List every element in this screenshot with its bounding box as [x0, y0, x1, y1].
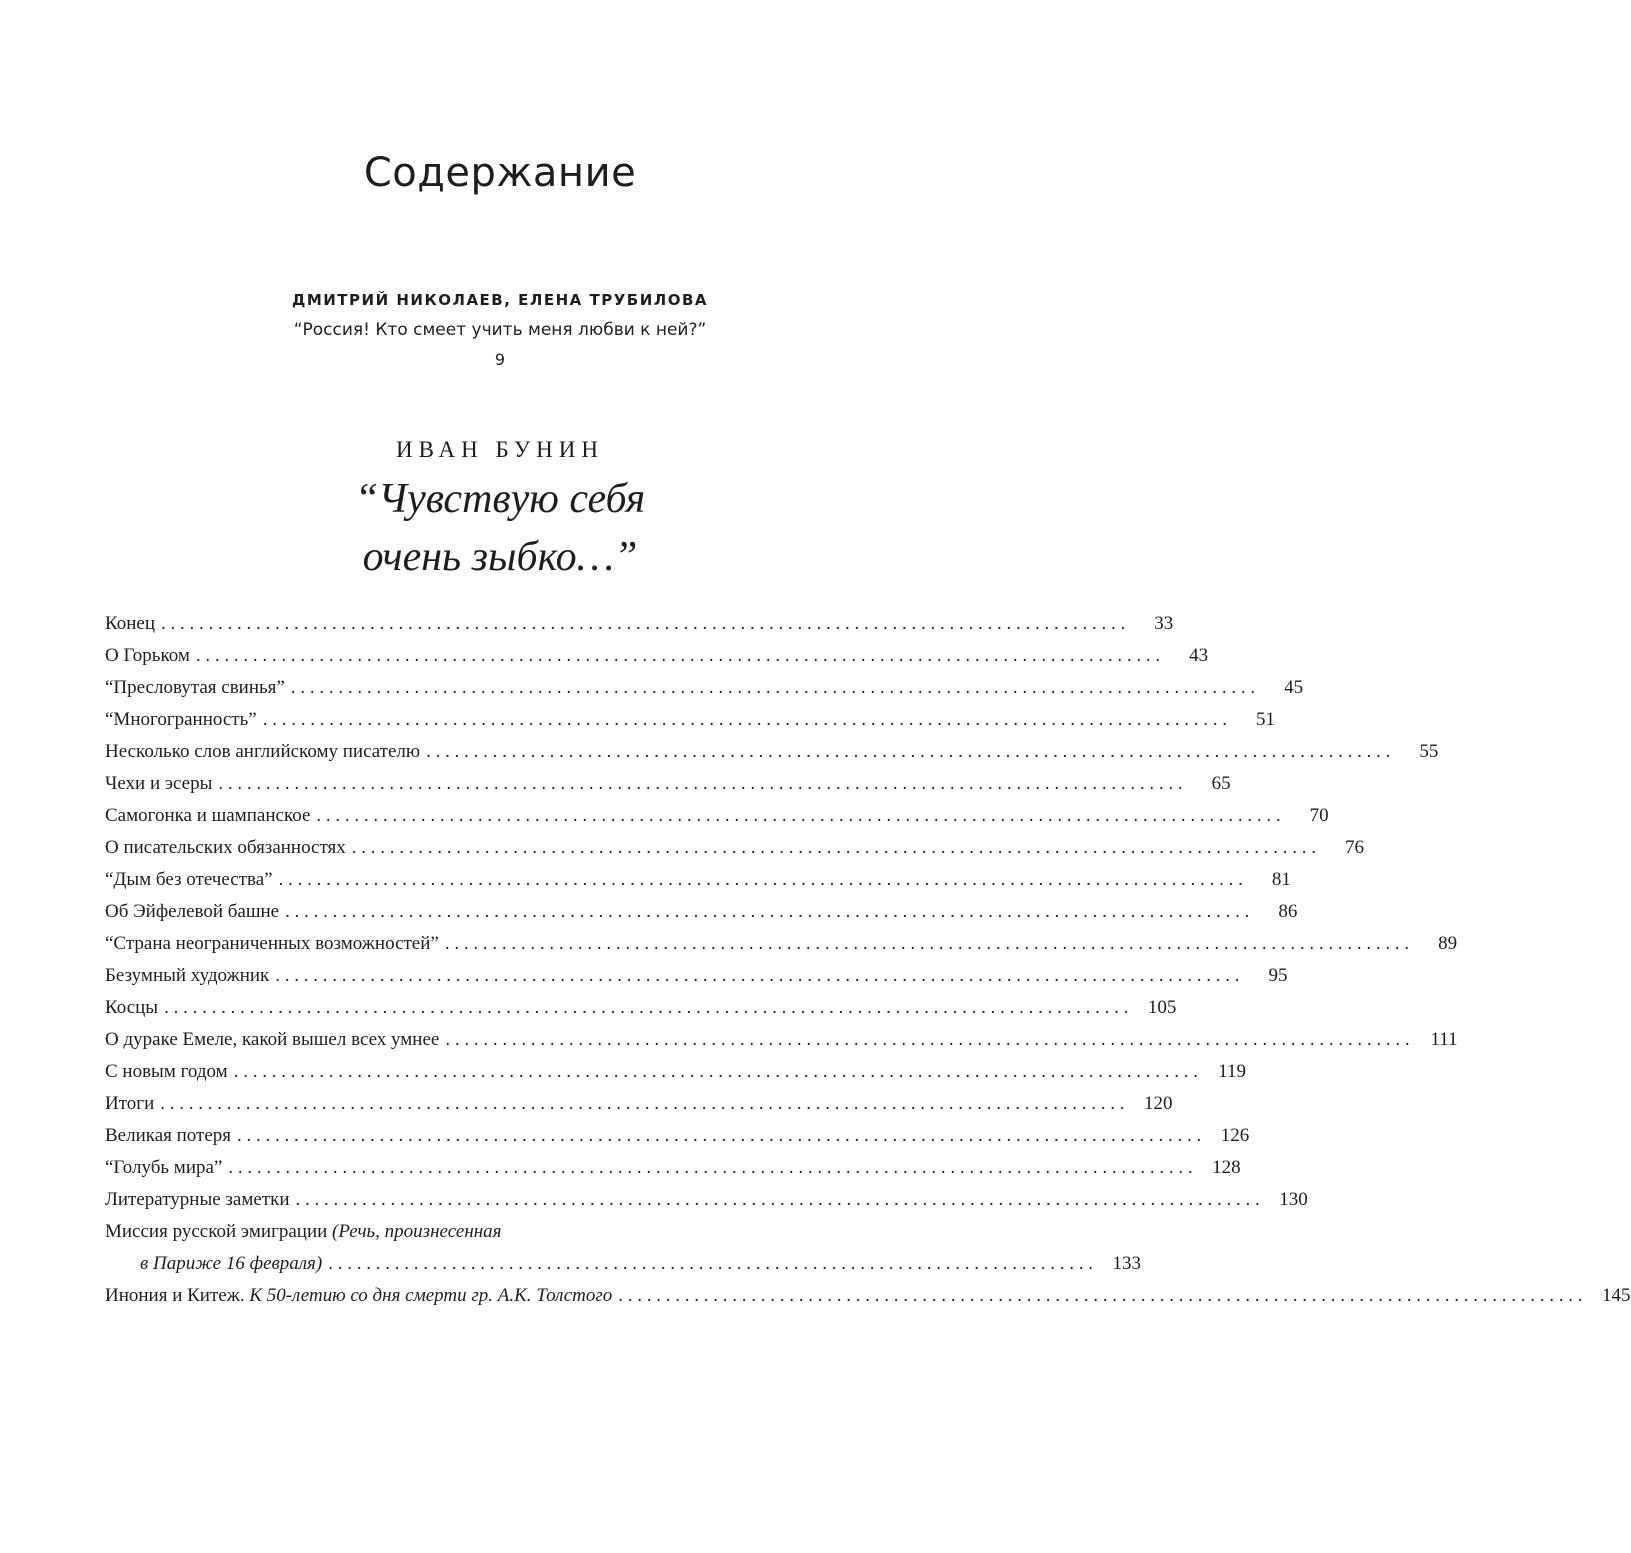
- toc-entry-mission-subtitle-2: в Париже 16 февраля): [140, 1253, 323, 1274]
- intro-page-number: 9: [494, 350, 506, 369]
- toc-entry-page: 128: [1212, 1157, 1241, 1178]
- toc-entry-mission-line2: [105, 1248, 1141, 1280]
- toc-leader-dots: [164, 992, 1128, 1024]
- toc-leader-dots: [228, 1152, 1192, 1184]
- toc-entry[interactable]: [105, 640, 1209, 672]
- toc-entry-page: 130: [1279, 1189, 1308, 1210]
- toc-entry-mission-text: [105, 1216, 1141, 1280]
- toc-leader-dots: [328, 1248, 1093, 1280]
- toc-entry[interactable]: [105, 928, 1458, 960]
- toc-entry[interactable]: [105, 672, 1304, 704]
- toc-entry[interactable]: [105, 800, 1329, 832]
- toc-entry-title: Самогонка и шампанское: [105, 805, 311, 826]
- toc-entry-mission-subtitle-1: (Речь, произнесенная: [332, 1221, 502, 1242]
- toc-leader-dots: [296, 1184, 1260, 1216]
- toc-entry-inonia[interactable]: [105, 1280, 1631, 1312]
- section-title: [0, 470, 1000, 586]
- toc-leader-dots: [161, 608, 1125, 640]
- toc-entry[interactable]: [105, 768, 1231, 800]
- toc-leader-dots: [160, 1088, 1124, 1120]
- table-of-contents: [105, 608, 1631, 1312]
- toc-entry[interactable]: [105, 1120, 1250, 1152]
- toc-entry-title: “Многогранность”: [105, 709, 257, 730]
- toc-leader-dots: [445, 928, 1409, 960]
- toc-entry-page: 86: [1278, 901, 1298, 922]
- intro-authors: ДМИТРИЙ НИКОЛАЕВ, ЕЛЕНА ТРУБИЛОВА: [291, 291, 709, 309]
- toc-entry-title: Литературные заметки: [105, 1189, 290, 1210]
- toc-leader-dots: [218, 768, 1182, 800]
- toc-entry-inonia-subtitle: К 50-летию со дня смерти гр. А.К. Толстого: [249, 1285, 613, 1306]
- toc-entry-page: 120: [1144, 1093, 1173, 1114]
- toc-entry-page: 119: [1218, 1061, 1246, 1082]
- toc-entry-mission-line1: [105, 1216, 1141, 1248]
- toc-entry-title: Конец: [105, 613, 155, 634]
- toc-entry-title: “Страна неограниченных возможностей”: [105, 933, 439, 954]
- toc-entry[interactable]: [105, 736, 1439, 768]
- toc-entry-title: Несколько слов английскому писателю: [105, 741, 421, 762]
- toc-leader-dots: [196, 640, 1160, 672]
- toc-entry-title: “Дым без отечества”: [105, 869, 273, 890]
- toc-entry-page: 81: [1271, 869, 1291, 890]
- toc-entry-page: 65: [1211, 773, 1231, 794]
- toc-entry-title: Чехи и эсеры: [105, 773, 213, 794]
- toc-entry-title: “Пресловутая свинья”: [105, 677, 285, 698]
- toc-entry[interactable]: [105, 1056, 1246, 1088]
- section-author: ИВАН БУНИН: [396, 437, 604, 462]
- toc-entry-page: 70: [1309, 805, 1329, 826]
- toc-entry[interactable]: [105, 1184, 1308, 1216]
- toc-entry-title: С новым годом: [105, 1061, 228, 1082]
- toc-entry-mission[interactable]: [105, 1216, 1141, 1280]
- toc-entry-mission-page: 133: [1112, 1253, 1141, 1274]
- toc-entry-page: 76: [1345, 837, 1365, 858]
- toc-entry-title: Безумный художник: [105, 965, 270, 986]
- toc-entry-page: 33: [1154, 613, 1174, 634]
- toc-entry-title: “Голубь мира”: [105, 1157, 223, 1178]
- toc-entry-title: Великая потеря: [105, 1125, 232, 1146]
- toc-leader-dots: [263, 704, 1227, 736]
- toc-entry-page: 105: [1147, 997, 1177, 1018]
- toc-entry-title: Косцы: [105, 997, 159, 1018]
- toc-entry-title: Итоги: [105, 1093, 155, 1114]
- toc-entry-page: 51: [1255, 709, 1275, 730]
- toc-entry-inonia-text: [105, 1280, 612, 1312]
- toc-leader-dots: [237, 1120, 1201, 1152]
- toc-entry[interactable]: [105, 992, 1177, 1024]
- toc-entry-page: 126: [1220, 1125, 1250, 1146]
- toc-entry[interactable]: [105, 896, 1298, 928]
- toc-entry-page: 89: [1438, 933, 1458, 954]
- toc-entry-inonia-title: Инония и Китеж.: [105, 1285, 245, 1306]
- toc-entry-page: 55: [1419, 741, 1439, 762]
- toc-leader-dots: [291, 672, 1255, 704]
- toc-entry[interactable]: [105, 608, 1174, 640]
- toc-entry-page: 95: [1268, 965, 1288, 986]
- toc-entry-mission-title: Миссия русской эмиграции: [105, 1221, 328, 1242]
- toc-entry[interactable]: [105, 960, 1288, 992]
- toc-entry-title: О писательских обязанностях: [105, 837, 346, 858]
- toc-entry-title: О дураке Емеле, какой вышел всех умнее: [105, 1029, 440, 1050]
- toc-entry-inonia-page: 145: [1602, 1285, 1631, 1306]
- toc-entry[interactable]: [105, 704, 1275, 736]
- toc-leader-dots: [285, 896, 1249, 928]
- toc-leader-dots: [618, 1280, 1582, 1312]
- toc-entry-title: О Горьком: [105, 645, 190, 666]
- toc-leader-dots: [275, 960, 1239, 992]
- toc-entry[interactable]: [105, 1088, 1173, 1120]
- toc-leader-dots: [279, 864, 1243, 896]
- intro-entry: [0, 289, 1000, 372]
- toc-entry[interactable]: [105, 832, 1365, 864]
- toc-entry[interactable]: [105, 1024, 1458, 1056]
- toc-entry[interactable]: [105, 864, 1291, 896]
- toc-leader-dots: [426, 736, 1390, 768]
- section-title-line1: “Чувствую себя: [354, 476, 646, 522]
- section-title-line2: очень зыбко…”: [362, 534, 638, 580]
- toc-entry-title: Об Эйфелевой башне: [105, 901, 280, 922]
- toc-entry[interactable]: [105, 1152, 1241, 1184]
- toc-leader-dots: [445, 1024, 1409, 1056]
- toc-entry-page: 111: [1430, 1029, 1458, 1050]
- toc-entry-inonia-line: [105, 1280, 612, 1312]
- toc-entry-page: 45: [1284, 677, 1304, 698]
- toc-leader-dots: [316, 800, 1280, 832]
- page-title: Содержание: [363, 150, 637, 196]
- intro-title: “Россия! Кто смеет учить меня любви к ней?”: [293, 320, 707, 340]
- toc-entry-page: 43: [1189, 645, 1209, 666]
- toc-leader-dots: [234, 1056, 1198, 1088]
- toc-leader-dots: [352, 832, 1316, 864]
